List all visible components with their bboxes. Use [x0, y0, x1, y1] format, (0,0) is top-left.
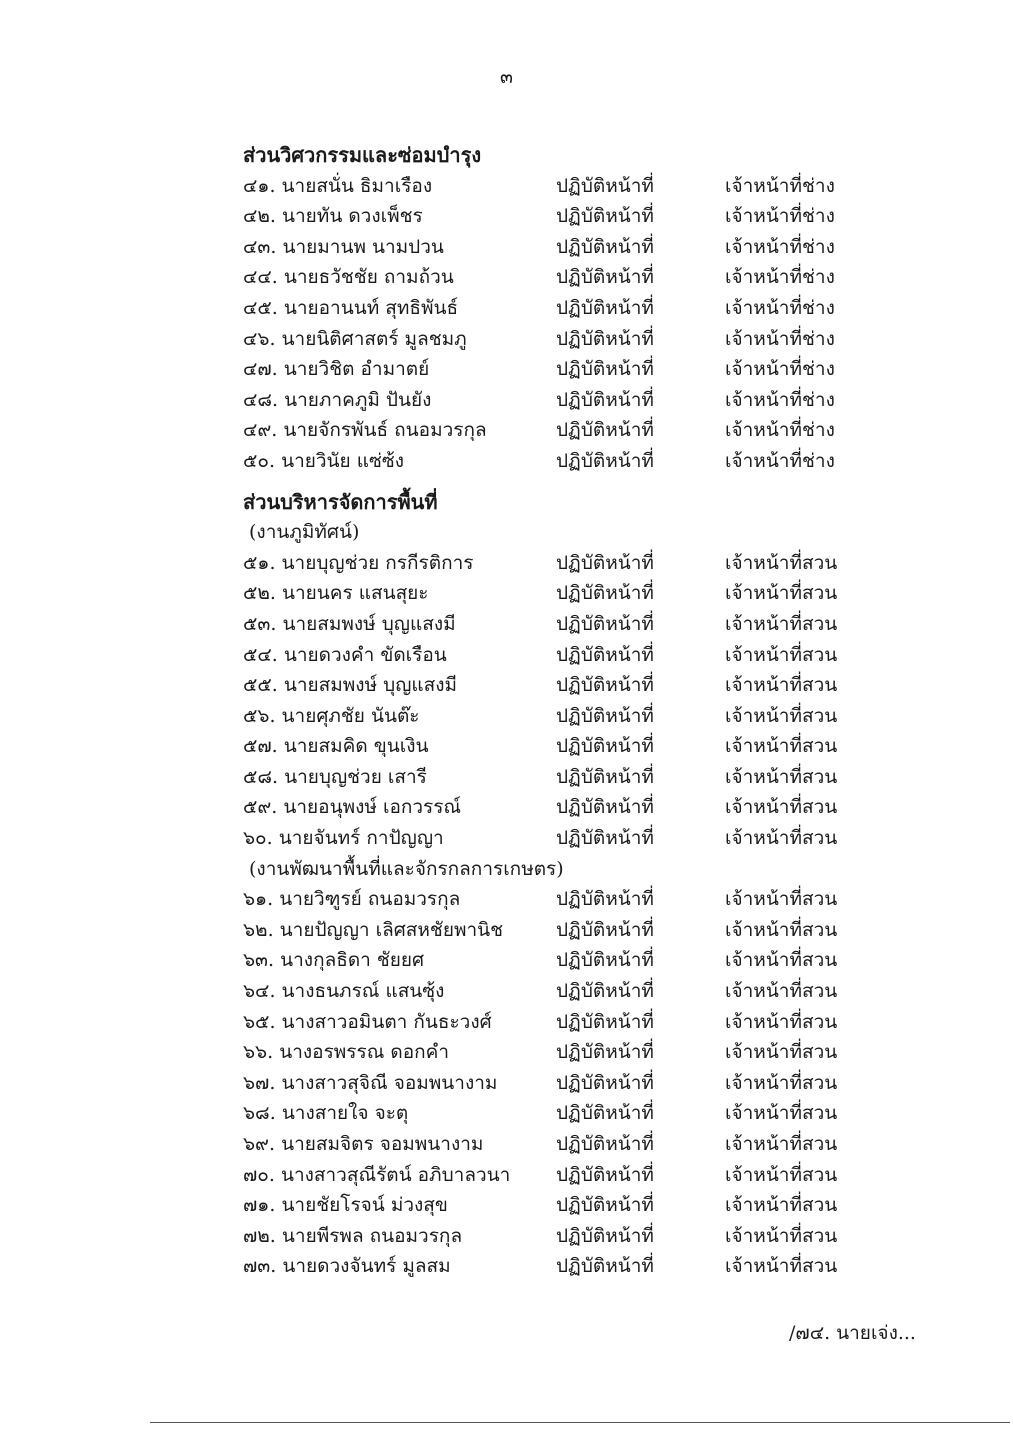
duty-text: ปฏิบัติหน้าที่ [556, 949, 654, 972]
entry-number: ๖๐. [243, 827, 273, 850]
duty-text: ปฏิบัติหน้าที่ [556, 419, 654, 442]
staff-name: นายมานพ นามปวน [282, 235, 444, 258]
duty-text: ปฏิบัติหน้าที่ [556, 1194, 654, 1217]
position-text: เจ้าหน้าที่สวน [725, 1071, 838, 1094]
entry-label [243, 262, 454, 293]
entry-label [243, 1221, 462, 1252]
staff-name: นายวิชิต อำมาตย์ [283, 358, 430, 381]
entry-label [243, 446, 404, 477]
list-item [243, 762, 883, 793]
staff-name: นายทัน ดวงเพ็ชร [282, 205, 423, 228]
entry-label [243, 1098, 408, 1129]
staff-name: นายธวัชชัย ถามถ้วน [283, 266, 454, 289]
duty-text: ปฏิบัติหน้าที่ [556, 551, 654, 574]
entry-number: ๕๘. [243, 765, 279, 788]
entry-label [243, 385, 431, 416]
group-subheading: (งานพัฒนาพื้นที่และจักรกลการเกษตร) [249, 857, 564, 880]
list-item [243, 446, 883, 477]
list-item [243, 1098, 883, 1129]
position-text: เจ้าหน้าที่สวน [725, 704, 838, 727]
list-item [243, 884, 883, 915]
entry-label [243, 415, 487, 446]
list-item [243, 823, 883, 854]
list-item [243, 1251, 883, 1282]
entry-label [243, 823, 444, 854]
entry-number: ๖๘. [243, 1102, 276, 1125]
entry-number: ๖๑. [243, 888, 274, 911]
duty-text: ปฏิบัติหน้าที่ [556, 674, 654, 697]
position-text: เจ้าหน้าที่สวน [725, 1224, 838, 1247]
duty-text: ปฏิบัติหน้าที่ [556, 765, 654, 788]
duty-text: ปฏิบัติหน้าที่ [556, 1163, 654, 1186]
staff-name: นางสาวสุจิณี จอมพนางาม [281, 1071, 498, 1094]
duty-text: ปฏิบัติหน้าที่ [556, 358, 654, 381]
list-item [243, 1190, 883, 1221]
duty-text: ปฏิบัติหน้าที่ [556, 266, 654, 289]
position-text: เจ้าหน้าที่ช่าง [725, 388, 835, 411]
position-text: เจ้าหน้าที่ช่าง [725, 266, 835, 289]
staff-name: นายวินัย แซ่ซ้ง [281, 449, 405, 472]
entry-label [243, 201, 423, 232]
position-text: เจ้าหน้าที่สวน [725, 1163, 838, 1186]
position-text: เจ้าหน้าที่สวน [725, 1255, 838, 1278]
entry-number: ๗๐. [243, 1163, 275, 1186]
duty-text: ปฏิบัติหน้าที่ [556, 205, 654, 228]
entry-label [243, 1160, 510, 1191]
list-item [243, 354, 883, 385]
position-text: เจ้าหน้าที่สวน [725, 827, 838, 850]
position-text: เจ้าหน้าที่สวน [725, 1102, 838, 1125]
entry-label [243, 945, 424, 976]
entry-number: ๔๔. [243, 266, 278, 289]
staff-name: นายดวงคำ ขัดเรือน [283, 643, 447, 666]
list-item [243, 201, 883, 232]
entry-number: ๔๙. [243, 419, 278, 442]
position-text: เจ้าหน้าที่สวน [725, 980, 838, 1003]
entry-number: ๕๓. [243, 612, 277, 635]
entry-number: ๕๕. [243, 674, 278, 697]
entry-number: ๔๒. [243, 205, 276, 228]
duty-text: ปฏิบัติหน้าที่ [556, 827, 654, 850]
position-text: เจ้าหน้าที่สวน [725, 1194, 838, 1217]
staff-name: นายบุญช่วย เสารี [284, 765, 427, 788]
entry-label [243, 609, 456, 640]
duty-text: ปฏิบัติหน้าที่ [556, 1010, 654, 1033]
list-item [243, 976, 883, 1007]
list-item [243, 731, 883, 762]
staff-name: นายภาคภูมิ ปันยัง [284, 388, 432, 411]
list-item [243, 1221, 883, 1252]
duty-text: ปฏิบัติหน้าที่ [556, 449, 654, 472]
position-text: เจ้าหน้าที่สวน [725, 888, 838, 911]
entry-label [243, 324, 467, 355]
entry-label [243, 1129, 483, 1160]
list-item [243, 1007, 883, 1038]
footer-divider [150, 1422, 1010, 1423]
entry-number: ๖๖. [243, 1041, 274, 1064]
entry-number: ๕๙. [243, 796, 278, 819]
duty-text: ปฏิบัติหน้าที่ [556, 1102, 654, 1125]
entry-number: ๔๘. [243, 388, 279, 411]
entry-label [243, 762, 427, 793]
entry-label [243, 578, 429, 609]
staff-name: นายสมพงษ์ บุญแสงมี [283, 674, 458, 697]
duty-text: ปฏิบัติหน้าที่ [556, 388, 654, 411]
entry-label [243, 792, 461, 823]
entry-number: ๗๒. [243, 1224, 276, 1247]
list-item [243, 609, 883, 640]
duty-text: ปฏิบัติหน้าที่ [556, 174, 654, 197]
entry-number: ๖๒. [243, 918, 274, 941]
entry-number: ๖๕. [243, 1010, 276, 1033]
list-item [243, 701, 883, 732]
position-text: เจ้าหน้าที่ช่าง [725, 235, 835, 258]
staff-name: นายสมคิด ขุนเงิน [283, 735, 429, 758]
position-text: เจ้าหน้าที่สวน [725, 643, 838, 666]
entry-label [243, 884, 460, 915]
position-text: เจ้าหน้าที่สวน [725, 796, 838, 819]
staff-name: นายสมพงษ์ บุญแสงมี [282, 612, 456, 635]
staff-name: นายพีรพล ถนอมวรกุล [281, 1224, 463, 1247]
entry-number: ๔๗. [243, 358, 278, 381]
staff-list [243, 140, 883, 1282]
staff-name: นายจันทร์ กาปัญญา [278, 827, 444, 850]
entry-number: ๗๑. [243, 1194, 276, 1217]
duty-text: ปฏิบัติหน้าที่ [556, 796, 654, 819]
entry-number: ๕๑. [243, 551, 276, 574]
duty-text: ปฏิบัติหน้าที่ [556, 735, 654, 758]
list-item [243, 415, 883, 446]
duty-text: ปฏิบัติหน้าที่ [556, 643, 654, 666]
entry-number: ๖๔. [243, 980, 276, 1003]
position-text: เจ้าหน้าที่สวน [725, 612, 838, 635]
staff-name: นางกุลธิดา ชัยยศ [280, 949, 425, 972]
entry-number: ๕๖. [243, 704, 276, 727]
staff-name: นายอานนท์ สุทธิพันธ์ [283, 296, 459, 319]
entry-label [243, 976, 444, 1007]
entry-number: ๕๒. [243, 582, 276, 605]
entry-label [243, 670, 457, 701]
staff-name: นายชัยโรจน์ ม่วงสุข [281, 1194, 448, 1217]
position-text: เจ้าหน้าที่ช่าง [725, 358, 835, 381]
position-text: เจ้าหน้าที่สวน [725, 674, 838, 697]
list-item [243, 915, 883, 946]
position-text: เจ้าหน้าที่สวน [725, 1010, 838, 1033]
list-item [243, 945, 883, 976]
section-heading: ส่วนวิศวกรรมและซ่อมบำรุง [243, 143, 482, 167]
staff-name: นางอรพรรณ ดอกคำ [279, 1041, 450, 1064]
entry-number: ๕๔. [243, 643, 278, 666]
entry-label [243, 640, 447, 671]
position-text: เจ้าหน้าที่สวน [725, 949, 838, 972]
entry-number: ๔๖. [243, 327, 276, 350]
list-item [243, 171, 883, 202]
entry-number: ๖๗. [243, 1071, 276, 1094]
entry-label [243, 171, 432, 202]
list-item [243, 578, 883, 609]
position-text: เจ้าหน้าที่สวน [725, 551, 838, 574]
list-item [243, 232, 883, 263]
staff-name: นายสมจิตร จอมพนางาม [281, 1133, 484, 1155]
duty-text: ปฏิบัติหน้าที่ [556, 888, 654, 911]
entry-label [243, 731, 429, 762]
entry-number: ๔๑. [243, 174, 276, 197]
entry-number: ๗๓. [243, 1255, 277, 1278]
list-item [243, 1068, 883, 1099]
entry-number: ๔๕. [243, 296, 278, 319]
entry-label [243, 1251, 451, 1282]
duty-text: ปฏิบัติหน้าที่ [556, 980, 654, 1003]
duty-text: ปฏิบัติหน้าที่ [556, 1255, 654, 1278]
staff-name: นางสาวสุณีรัตน์ อภิบาลวนา [280, 1163, 511, 1186]
position-text: เจ้าหน้าที่สวน [725, 918, 838, 941]
duty-text: ปฏิบัติหน้าที่ [556, 1224, 654, 1247]
entry-label [243, 1037, 449, 1068]
staff-name: นางธนภรณ์ แสนซุ้ง [281, 980, 445, 1003]
duty-text: ปฏิบัติหน้าที่ [556, 612, 654, 635]
staff-name: นายบุญช่วย กรกีรติการ [281, 551, 474, 574]
duty-text: ปฏิบัติหน้าที่ [556, 327, 654, 350]
list-item [243, 792, 883, 823]
staff-name: นายนิติศาสตร์ มูลชมภู [281, 327, 467, 350]
entry-number: ๖๓. [243, 949, 275, 972]
entry-label [243, 293, 458, 324]
duty-text: ปฏิบัติหน้าที่ [556, 296, 654, 319]
position-text: เจ้าหน้าที่สวน [725, 1041, 838, 1064]
duty-text: ปฏิบัติหน้าที่ [556, 918, 654, 941]
entry-label [243, 1068, 497, 1099]
position-text: เจ้าหน้าที่ช่าง [725, 296, 835, 319]
page-number: ๓ [500, 66, 513, 88]
entry-label [243, 915, 503, 946]
staff-name: นายวิฑูรย์ ถนอมวรกุล [279, 888, 461, 911]
staff-name: นายจักรพันธ์ ถนอมวรกุล [283, 419, 487, 442]
staff-name: นายสนั่น ธิมาเรือง [281, 174, 433, 197]
staff-name: นายอนุพงษ์ เอกวรรณ์ [283, 796, 462, 819]
staff-name: นายปัญญา เลิศสหชัยพานิช [279, 918, 504, 941]
staff-name: นางสาวอมินตา กันธะวงศ์ [281, 1010, 492, 1033]
list-item [243, 1160, 883, 1191]
duty-text: ปฏิบัติหน้าที่ [556, 1133, 654, 1155]
staff-name: นายศุภชัย นันต๊ะ [281, 704, 420, 727]
staff-name: นายนคร แสนสุยะ [282, 582, 429, 605]
entry-number: ๕๗. [243, 735, 278, 758]
position-text: เจ้าหน้าที่ช่าง [725, 419, 835, 442]
entry-label [243, 1190, 448, 1221]
section-heading: ส่วนบริหารจัดการพื้นที่ [243, 489, 438, 514]
duty-text: ปฏิบัติหน้าที่ [556, 582, 654, 605]
entry-number: ๖๙. [243, 1133, 276, 1155]
list-item [243, 1129, 883, 1160]
duty-text: ปฏิบัติหน้าที่ [556, 1041, 654, 1064]
entry-number: ๕๐. [243, 449, 276, 472]
list-item [243, 324, 883, 355]
duty-text: ปฏิบัติหน้าที่ [556, 1071, 654, 1094]
list-item [243, 670, 883, 701]
position-text: เจ้าหน้าที่สวน [725, 765, 838, 788]
entry-label [243, 548, 473, 579]
continuation-note: /๗๔. นายเจ่ง... [789, 1322, 916, 1344]
duty-text: ปฏิบัติหน้าที่ [556, 704, 654, 727]
position-text: เจ้าหน้าที่ช่าง [725, 174, 835, 197]
position-text: เจ้าหน้าที่สวน [725, 735, 838, 758]
entry-number: ๔๓. [243, 235, 277, 258]
staff-name: นายดวงจันทร์ มูลสม [282, 1255, 451, 1278]
position-text: เจ้าหน้าที่สวน [725, 1133, 838, 1155]
list-item [243, 1037, 883, 1068]
list-item [243, 548, 883, 579]
position-text: เจ้าหน้าที่ช่าง [725, 205, 835, 228]
position-text: เจ้าหน้าที่ช่าง [725, 449, 835, 472]
duty-text: ปฏิบัติหน้าที่ [556, 235, 654, 258]
position-text: เจ้าหน้าที่ช่าง [725, 327, 835, 350]
list-item [243, 293, 883, 324]
position-text: เจ้าหน้าที่สวน [725, 582, 838, 605]
entry-label [243, 1007, 492, 1038]
staff-name: นางสายใจ จะตุ [281, 1102, 409, 1125]
list-item [243, 640, 883, 671]
list-item [243, 262, 883, 293]
entry-label [243, 701, 420, 732]
list-item [243, 385, 883, 416]
entry-label [243, 354, 429, 385]
group-subheading: (งานภูมิทัศน์) [249, 521, 360, 544]
entry-label [243, 232, 444, 263]
